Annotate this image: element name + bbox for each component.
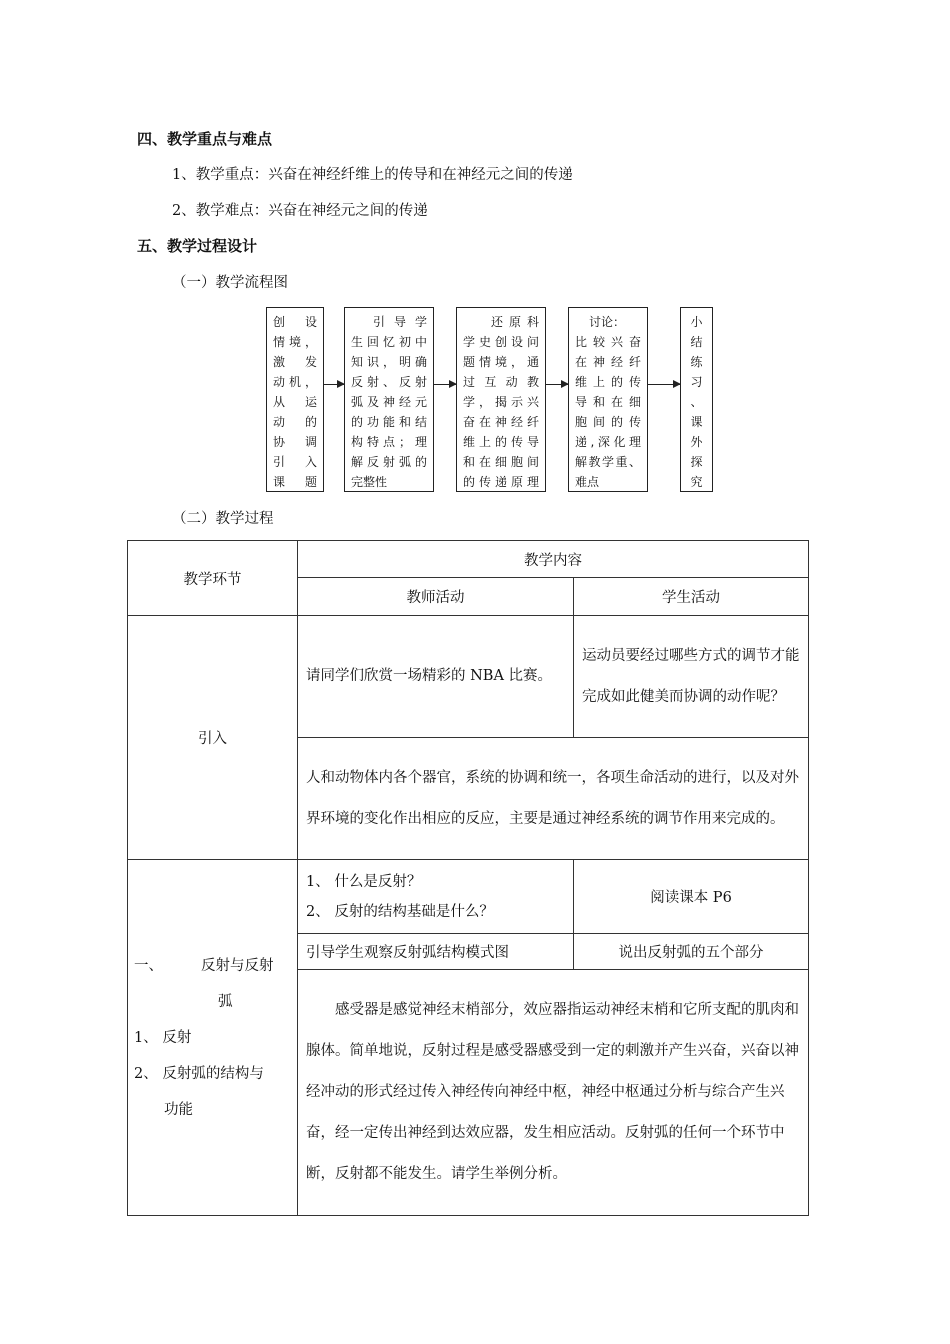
process-subtitle: （二）教学过程 (172, 511, 274, 527)
flow-box-2-line: 弧及神经元 (351, 395, 427, 409)
reflex-stage-number: 一、 (134, 957, 163, 974)
flow-box-2-line: 知识，明确 (351, 355, 427, 369)
flow-box-3-line: 学史创设问 (463, 335, 539, 349)
flow-box-3-line: 维上的传导 (463, 435, 539, 449)
flow-box-3-line: 奋在神经纤 (463, 415, 539, 429)
flow-arrow-1 (324, 384, 344, 385)
header-student: 学生活动 (574, 578, 809, 616)
reflex-say: 说出反射弧的五个部分 (574, 934, 809, 970)
reflex-questions (298, 860, 574, 934)
section-4-title: 四、教学重点与难点 (137, 130, 273, 148)
flow-box-1-line: 动机， (273, 375, 317, 389)
flow-box-4-line: 维上的传 (575, 375, 641, 389)
flow-box-4-line: 在神经纤 (575, 355, 641, 369)
reflex-stage (128, 860, 298, 1216)
flow-box-4-line: 递,深化理 (575, 435, 641, 449)
flow-box-4-line: 解教学重、 (575, 455, 641, 469)
flow-box-1-line: 协 调 (273, 435, 317, 449)
flow-box-4-line: 难点 (575, 475, 600, 489)
flow-box-5-line: 练 (690, 355, 703, 369)
flow-box-5-line: 习 (690, 375, 703, 389)
flow-box-4-line: 比较兴奋 (575, 335, 641, 349)
flow-box-3-line: 还原科 (491, 315, 539, 329)
reflex-guide: 引导学生观察反射弧结构模式图 (298, 934, 574, 970)
flow-box-2-line: 构特点；理 (351, 435, 427, 449)
flow-box-3-line: 的传递原理 (463, 475, 539, 489)
flow-box-3-line: 学，揭示兴 (463, 395, 539, 409)
reflex-read: 阅读课本 P6 (574, 860, 809, 934)
difficulty-text: 2、教学难点：兴奋在神经元之间的传递 (172, 203, 428, 219)
flow-box-4-line: 导和在细 (575, 395, 641, 409)
flow-box-3-line: 过 互 动 教 (463, 375, 539, 389)
flow-box-5 (680, 307, 713, 492)
intro-student-activity: 运动员要经过哪些方式的调节才能完成如此健美而协调的动作呢？ (574, 616, 809, 738)
flow-box-1-line: 引 入 (273, 455, 317, 469)
flow-box-1-line: 课 题 (273, 475, 317, 489)
reflex-stage-item-2: 2、 反射弧的结构与 (134, 1065, 264, 1082)
flow-box-3 (456, 307, 546, 492)
flow-box-2-line: 反射、反射 (351, 375, 427, 389)
flow-box-5-line: 、 (690, 395, 703, 409)
flow-arrow-4 (648, 384, 680, 385)
teaching-process-table (127, 540, 809, 1216)
flow-arrow-2 (434, 384, 456, 385)
flow-box-2-line: 完整性 (351, 475, 388, 489)
flow-box-5-line: 外 (690, 435, 703, 449)
reflex-stage-item-2-cont: 功能 (164, 1101, 193, 1118)
header-content: 教学内容 (298, 541, 809, 578)
flow-box-2-line: 解反射弧的 (351, 455, 427, 469)
reflex-stage-title-cont: 弧 (218, 993, 233, 1010)
flow-box-2 (344, 307, 434, 492)
reflex-stage-heading (134, 948, 291, 984)
flow-box-1-line: 创 设 (273, 315, 317, 329)
flow-arrow-3 (546, 384, 568, 385)
flow-box-2-line: 的功能和结 (351, 415, 427, 429)
reflex-explanation: 感受器是感觉神经末梢部分，效应器指运动神经末梢和它所支配的肌肉和腺体。简单地说，反射过程是感受器感受到一定的刺激并产生兴奋，兴奋以神经冲动的形式经过传入神经传向神经中枢，神经中枢通过分析与综合产生兴奋，经一定传出神经到达效应器，发生相应活动。反射弧的任何一个环节中断，反射都不能发生。请学生举例分析。 (298, 970, 809, 1216)
flow-box-5-line: 小 (690, 315, 703, 329)
flow-box-4-line: 讨论： (589, 315, 626, 329)
flow-box-3-line: 和在细胞间 (463, 455, 539, 469)
flow-box-5-line: 课 (690, 415, 703, 429)
header-stage: 教学环节 (128, 541, 298, 616)
flowchart-subtitle: （一）教学流程图 (172, 275, 288, 291)
intro-summary: 人和动物体内各个器官，系统的协调和统一，各项生命活动的进行，以及对外界环境的变化作出相应的反应，主要是通过神经系统的调节作用来完成的。 (298, 738, 809, 860)
reflex-stage-item-1: 1、 反射 (134, 1029, 192, 1046)
key-point-text: 1、教学重点：兴奋在神经纤维上的传导和在神经元之间的传递 (172, 167, 573, 183)
flow-box-2-line: 引 导 学 (373, 315, 427, 329)
reflex-stage-title: 反射与反射 (201, 957, 274, 974)
flow-box-5-line: 究 (690, 475, 703, 489)
question-1: 1、 什么是反射？ (306, 873, 422, 890)
header-teacher: 教师活动 (298, 578, 574, 616)
flow-box-4-line: 胞间的传 (575, 415, 641, 429)
flow-box-5-line: 探 (690, 455, 703, 469)
flow-box-2-line: 生回忆初中 (351, 335, 427, 349)
flow-box-5-line: 结 (690, 335, 703, 349)
flow-box-1-line: 从 运 (273, 395, 317, 409)
flow-box-3-line: 题情境，通 (463, 355, 539, 369)
section-5-title: 五、教学过程设计 (137, 237, 258, 255)
flow-box-1 (266, 307, 324, 492)
flow-box-4 (568, 307, 648, 492)
question-2: 2、 反射的结构基础是什么？ (306, 903, 494, 920)
intro-stage: 引入 (128, 616, 298, 860)
flow-box-1-line: 激 发 (273, 355, 317, 369)
flow-box-1-line: 动 的 (273, 415, 317, 429)
intro-teacher-activity: 请同学们欣赏一场精彩的 NBA 比赛。 (298, 616, 574, 738)
flow-box-1-line: 情境， (273, 335, 317, 349)
